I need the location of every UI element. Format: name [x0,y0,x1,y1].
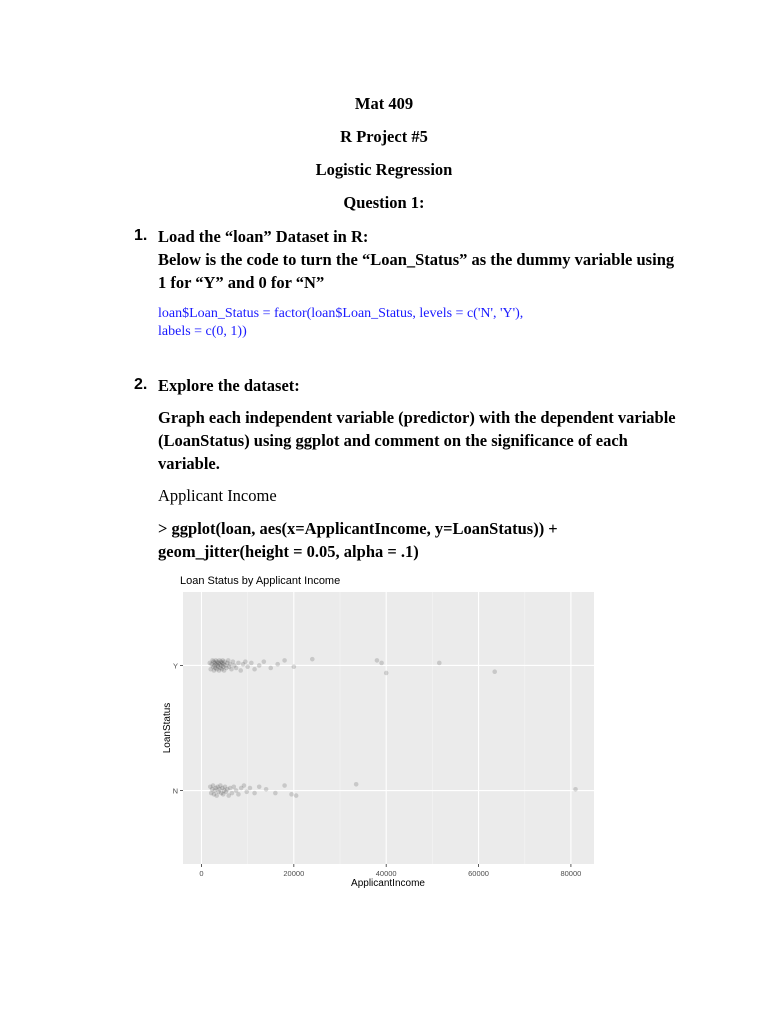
item-2-number: 2. [134,376,148,393]
x-axis-label: ApplicantIncome [351,878,425,889]
data-point [245,664,250,669]
y-tick-label: N [172,786,178,796]
data-point [262,659,267,664]
data-point [238,668,243,673]
data-point [437,661,442,666]
data-point [354,782,359,787]
x-tick-label: 80000 [560,869,582,878]
chart-title: Loan Status by Applicant Income [180,575,341,587]
data-point [275,662,280,667]
data-point [234,666,239,671]
item-2-subheading: Applicant Income [158,486,277,505]
data-point [230,791,235,796]
course-title: Mat 409 [354,94,414,113]
item-1-code-line-2: labels = c(0, 1)) [158,324,247,339]
data-point [573,787,578,792]
data-point [292,664,297,669]
data-point [248,786,253,791]
data-point [289,792,294,797]
x-tick-label: 60000 [468,869,489,878]
data-point [242,783,247,788]
plot-panel [183,592,594,864]
data-point [244,790,249,795]
y-axis [173,661,183,795]
item-2-code-line-2: geom_jitter(height = 0.05, alpha = .1) [158,542,419,561]
data-point [379,661,384,666]
data-point [492,669,497,674]
y-axis-label: LoanStatus [162,702,173,754]
item-2-heading: Explore the dataset: [158,376,300,395]
data-point [310,657,315,662]
item-2-text: Graph each independent variable (predictor) with the dependent variable (LoanStatus) using ggplot and comment on the significance of each variable. [158,408,676,473]
data-point [268,666,273,671]
data-point [236,661,241,666]
data-point [249,661,254,666]
data-point [273,791,278,796]
item-2-code-line-1: > ggplot(loan, aes(x=ApplicantIncome, y=LoanStatus)) + [158,519,558,538]
data-point [294,793,299,798]
data-point [257,663,262,668]
data-point [229,667,234,672]
item-1-code-line-1: loan$Loan_Status = factor(loan$Loan_Status, levels = c('N', 'Y'), [158,306,524,321]
scatter-chart [150,568,600,892]
item-1-text: Below is the code to turn the “Loan_Status” as the dummy variable using 1 for “Y” and 0 for “N” [158,250,675,292]
x-tick-label: 0 [199,869,204,878]
data-point [257,785,262,790]
data-point [243,659,248,664]
data-point [384,671,389,676]
x-tick-label: 40000 [375,869,397,878]
data-point [375,658,380,663]
y-tick-label: Y [172,661,178,671]
data-point [282,658,287,663]
data-point [252,667,257,672]
question-title: Question 1: [343,193,425,212]
item-1-heading: Load the “loan” Dataset in R: [158,227,369,246]
data-point [282,783,287,788]
x-tick-label: 20000 [283,869,305,878]
data-point [252,791,257,796]
item-1-number: 1. [134,227,148,244]
project-title: R Project #5 [340,127,428,146]
data-point [264,787,269,792]
x-axis [199,864,581,878]
topic-title: Logistic Regression [315,160,453,179]
data-point [236,792,241,797]
